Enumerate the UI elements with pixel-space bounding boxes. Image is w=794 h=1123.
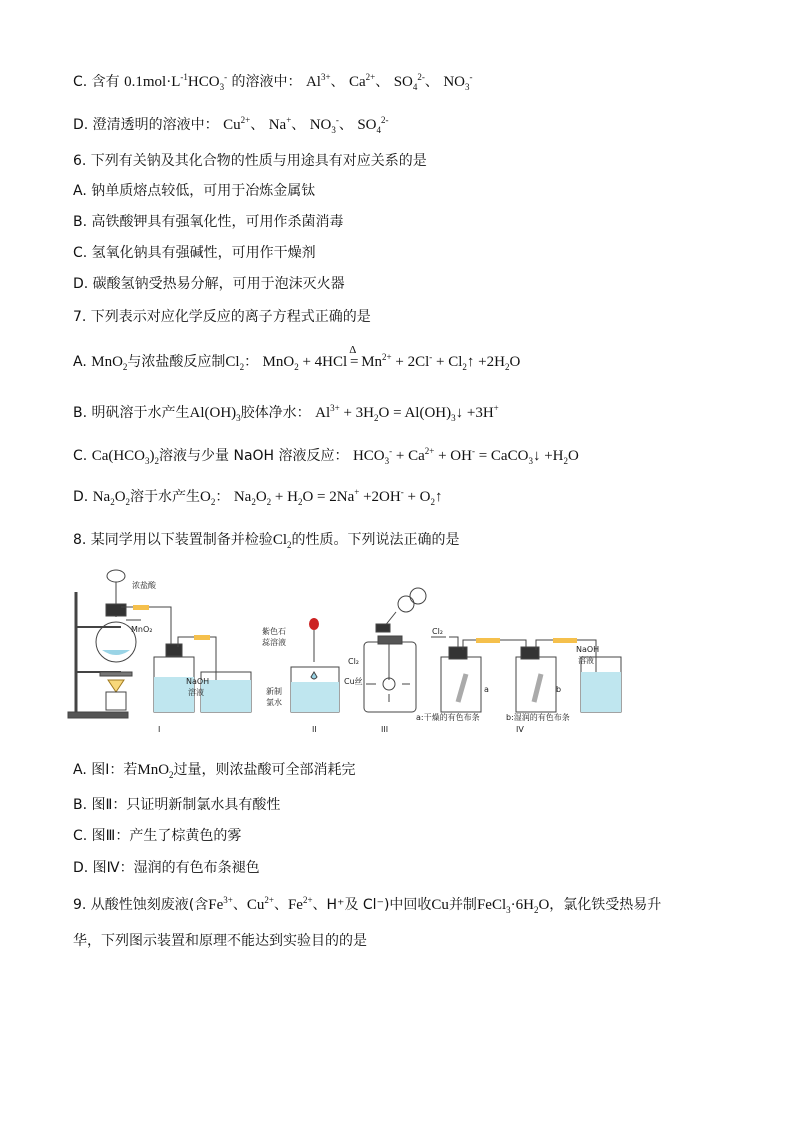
q7-stem: 7. 下列表示对应化学反应的离子方程式正确的是 xyxy=(73,309,371,325)
q8-stem: 8. 某同学用以下装置制备并检验$Cl_2$的性质。下列说法正确的是 xyxy=(73,532,460,550)
label-naoh-2: NaOH xyxy=(576,645,600,654)
q9-stem-line1: 9. 从酸性蚀刻废液(含$Fe^{3+}$、$Cu^{2+}$、$Fe^{2+}$、H⁺及 Cl⁻)中回收Cu并制$FeCl_3\cdot 6H_2O$，氯化铁受热易升 xyxy=(73,895,662,915)
apparatus-figure xyxy=(66,562,626,742)
label-wet-cloth: b:湿润的有色布条 xyxy=(506,713,570,722)
ion-so4: $SO_4^{2-}$ xyxy=(393,72,425,92)
svg-text:溶液: 溶液 xyxy=(188,688,204,697)
roman-4: IV xyxy=(516,725,524,734)
concentration: $0.1mol\cdot L^{-1}HCO_3^-$ xyxy=(124,72,228,92)
svg-text:溶液: 溶液 xyxy=(578,656,594,665)
q8-option-c: C. 图Ⅲ：产生了棕黄色的雾 xyxy=(73,828,242,844)
apparatus-3 xyxy=(364,588,426,712)
q6-option-d: D. 碳酸氢钠受热易分解，可用于泡沫灭火器 xyxy=(73,276,345,292)
ion-no3: $NO_3^-$ xyxy=(443,72,473,92)
q8-option-d: D. 图Ⅳ：湿润的有色布条褪色 xyxy=(73,860,260,876)
label-cl2-iv: Cl₂ xyxy=(432,627,444,636)
ion-cu: $Cu^{2+}$ xyxy=(223,115,251,133)
equation: MnO$_2$ + 4HCl Δ = $Mn^{2+} + 2Cl^-$ + $Cl_2↑ +2H_2O$ xyxy=(263,354,521,370)
option-label: C. 含有 xyxy=(73,74,120,90)
ion-so4: $SO_4^{2-}$ xyxy=(357,115,389,135)
q7-option-b: B. 明矾溶于水产生$Al(OH)_3$胶体净水： $Al^{3+} + 3H_2O$ = $Al(OH)_3↓ +3H^+$ xyxy=(73,403,499,423)
label-conc-hcl: 浓盐酸 xyxy=(132,581,156,590)
ion-al: $Al^{3+}$ xyxy=(305,72,331,90)
svg-text:氯水: 氯水 xyxy=(266,698,282,707)
q6-option-a: A. 钠单质熔点较低，可用于冶炼金属钛 xyxy=(73,183,316,199)
roman-3: III xyxy=(381,725,389,734)
q7-option-a: A. MnO$_2$与浓盐酸反应制$Cl_2$： MnO$_2$ + 4HCl Δ = $Mn^{2+} + 2Cl^-$ + $Cl_2↑ +2H_2O$ xyxy=(73,352,520,372)
label-a: a xyxy=(484,685,489,694)
equation: $Na_2O_2 + H_2O = 2Na^+ +2OH^-$ + $O_2↑$ xyxy=(233,487,443,507)
heat-symbol: Δ xyxy=(349,344,357,356)
q6-option-b: B. 高铁酸钾具有强氧化性，可用作杀菌消毒 xyxy=(73,214,344,230)
label-litmus: 紫色石 xyxy=(262,627,286,636)
svg-text:蕊溶液: 蕊溶液 xyxy=(262,638,286,647)
q7-option-d: D. $Na_2O_2$溶于水产生$O_2$： $Na_2O_2 + H_2O = 2Na^+ +2OH^-$ + $O_2↑$ xyxy=(73,487,443,507)
label-cu: Cu丝 xyxy=(344,677,363,686)
q5-option-c: C. 含有 $0.1mol\cdot L^{-1}HCO_3^-$ 的溶液中： $Al^{3+}$、 $Ca^{2+}$、 $SO_4^{2-}$、 $NO_3^-$ xyxy=(73,72,473,92)
q6-stem: 6. 下列有关钠及其化合物的性质与用途具有对应关系的是 xyxy=(73,153,427,169)
q8-option-b: B. 图Ⅱ：只证明新制氯水具有酸性 xyxy=(73,797,281,813)
label-dry-cloth: a:干燥的有色布条 xyxy=(416,713,480,722)
apparatus-1 xyxy=(68,570,251,718)
label-new-chlorine: 新制 xyxy=(266,687,282,696)
label-b: b xyxy=(556,685,562,694)
q5-option-d: D. 澄清透明的溶液中： $Cu^{2+}$、 Na+、 $NO_3^-$、 $SO_4^{2-}$ xyxy=(73,115,389,135)
equation: $Al^{3+} + 3H_2O$ = $Al(OH)_3↓ +3H^+$ xyxy=(315,403,499,423)
q9-stem-line2: 华，下列图示装置和原理不能达到实验目的的是 xyxy=(73,933,367,949)
roman-2: II xyxy=(312,725,317,734)
q7-option-c: C. $Ca(HCO_3)_2$溶液与少量 NaOH 溶液反应： $HCO_3^- + Ca^{2+} + OH^-$ = CaCO$_3$↓ $+H_2O$ xyxy=(73,446,579,466)
equation: $HCO_3^- + Ca^{2+} + OH^-$ = CaCO$_3$↓ $+H_2O$ xyxy=(352,446,579,466)
q8-option-a: A. 图Ⅰ：若MnO$_2$过量，则浓盐酸可全部消耗完 xyxy=(73,762,356,780)
ion-no3: $NO_3^-$ xyxy=(309,115,339,135)
apparatus-2 xyxy=(291,618,339,712)
text: 的溶液中： xyxy=(231,74,302,90)
label-naoh-1: NaOH xyxy=(186,677,210,686)
roman-1: I xyxy=(158,725,161,734)
label-mno2: MnO₂ xyxy=(131,625,153,634)
q6-option-c: C. 氢氧化钠具有强碱性，可用作干燥剂 xyxy=(73,245,316,261)
option-label: D. 澄清透明的溶液中： xyxy=(73,117,219,133)
ion-ca: $Ca^{2+}$ xyxy=(349,72,376,90)
ion-na: Na+ xyxy=(268,115,292,133)
label-cl2-iii: Cl₂ xyxy=(348,657,360,666)
